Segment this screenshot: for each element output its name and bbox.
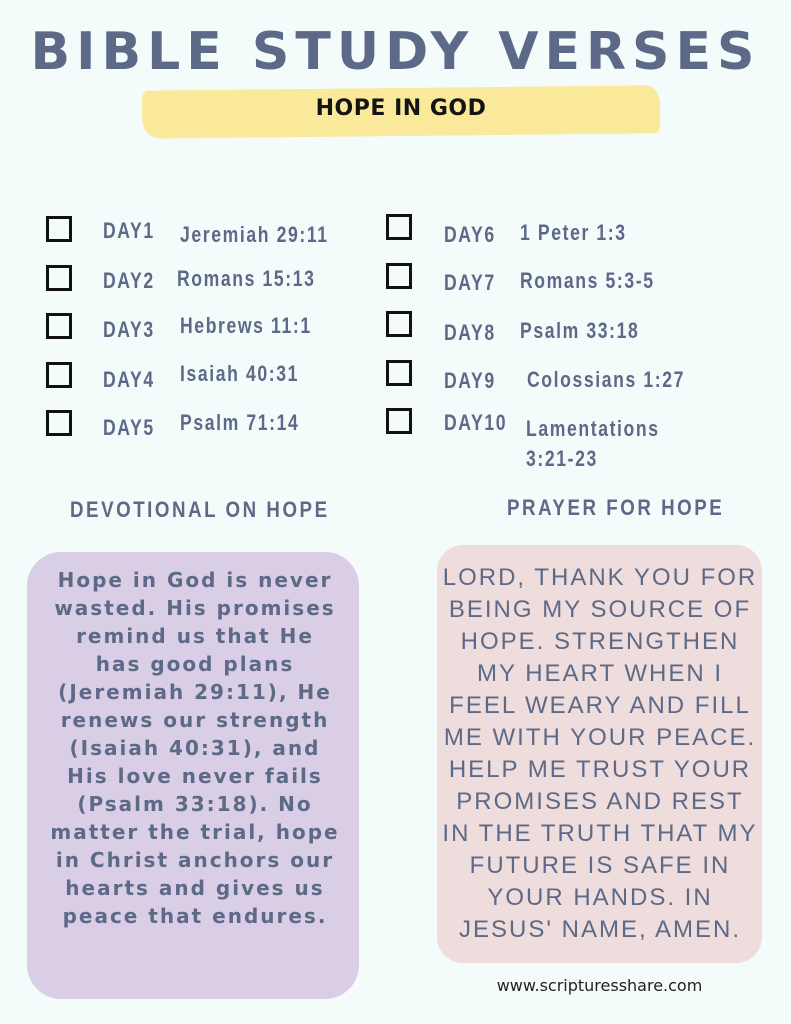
prayer-text: LORD, THANK YOU FOR BEING MY SOURCE OF HOPE. STRENGTHEN MY HEART WHEN I FEEL WEARY AND FILL ME WITH YOUR PEACE. HELP ME TRUST YOUR PROMISES AND REST IN THE TRUTH THAT MY FUTURE IS SAFE IN YOUR HANDS. IN JESUS' NAME, AMEN. bbox=[442, 564, 758, 943]
day1-label: DAY1 bbox=[103, 218, 155, 243]
day4-checkbox[interactable] bbox=[46, 362, 72, 388]
day5-label: DAY5 bbox=[103, 415, 155, 440]
day6-label: DAY6 bbox=[444, 222, 496, 247]
day6-verse: 1 Peter 1:3 bbox=[520, 220, 627, 245]
devotional-text: Hope in God is never wasted. His promises remind us that He has good plans (Jeremiah 29:11), He renews our strength (Isaiah 40:31), and His love never fails (Psalm 33:18). No matter the trial, hope in Christ anchors our hearts and gives us peace that endures. bbox=[50, 568, 340, 928]
day6-checkbox[interactable] bbox=[386, 214, 412, 240]
day9-label: DAY9 bbox=[444, 368, 496, 393]
day8-verse: Psalm 33:18 bbox=[520, 318, 640, 343]
day4-verse: Isaiah 40:31 bbox=[180, 361, 299, 386]
day2-checkbox[interactable] bbox=[46, 265, 72, 291]
day10-verse: Lamentations 3:21-23 bbox=[526, 416, 660, 471]
day4-label: DAY4 bbox=[103, 367, 155, 392]
day3-label: DAY3 bbox=[103, 317, 155, 342]
day2-verse: Romans 15:13 bbox=[177, 266, 316, 291]
day5-checkbox[interactable] bbox=[46, 410, 72, 436]
day3-checkbox[interactable] bbox=[46, 313, 72, 339]
day9-verse: Colossians 1:27 bbox=[527, 367, 686, 392]
devotional-heading: DEVOTIONAL ON HOPE bbox=[70, 497, 330, 522]
day2-label: DAY2 bbox=[103, 268, 155, 293]
day5-verse: Psalm 71:14 bbox=[180, 410, 300, 435]
day3-verse: Hebrews 11:1 bbox=[180, 313, 312, 338]
day7-verse: Romans 5:3-5 bbox=[520, 268, 655, 293]
page-title: BIBLE STUDY VERSES bbox=[30, 22, 761, 82]
day10-label: DAY10 bbox=[444, 410, 508, 435]
day7-checkbox[interactable] bbox=[386, 263, 412, 289]
day1-verse: Jeremiah 29:11 bbox=[180, 222, 329, 247]
day9-checkbox[interactable] bbox=[386, 360, 412, 386]
day8-label: DAY8 bbox=[444, 320, 496, 345]
footer-url[interactable]: www.scripturesshare.com bbox=[496, 976, 703, 995]
day1-checkbox[interactable] bbox=[46, 216, 72, 242]
prayer-heading: PRAYER FOR HOPE bbox=[507, 495, 725, 520]
day8-checkbox[interactable] bbox=[386, 311, 412, 337]
page-subtitle: HOPE IN GOD bbox=[315, 96, 487, 121]
day10-checkbox[interactable] bbox=[386, 408, 412, 434]
day7-label: DAY7 bbox=[444, 270, 496, 295]
